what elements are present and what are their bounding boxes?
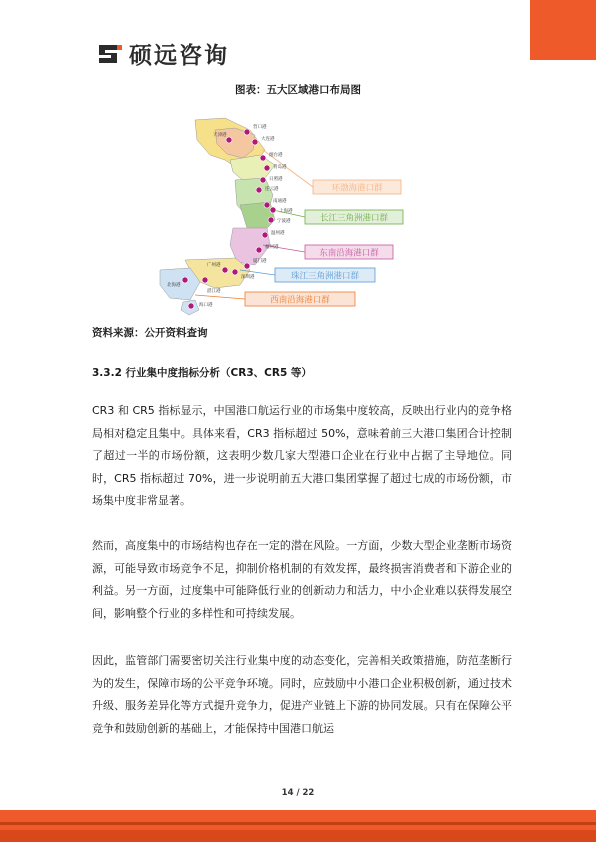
port-label: 连云港 bbox=[265, 187, 279, 192]
port-label: 广州港 bbox=[207, 263, 221, 268]
paragraph-1: CR3 和 CR5 指标显示，中国港口航运行业的市场集中度较高，反映出行业内的竞争格局相对稳定且集中。具体来看，CR3 指标超过 50%，意味着前三大港口集团合计控制了超过一半的市场份额，这表明少数几家大型港口企业在行业中占据了主导地位。同时，CR5 指标超过 70%，进一步说明前五大港口集团掌握了超过七成的市场份额，市场集中度非常显著。 bbox=[92, 404, 512, 507]
port-label: 北海港 bbox=[167, 283, 181, 288]
port-label: 营口港 bbox=[253, 125, 267, 130]
port-marker bbox=[256, 187, 262, 193]
section-heading: 3.3.2 行业集中度指标分析（CR3、CR5 等） bbox=[92, 367, 312, 379]
port-marker bbox=[244, 129, 250, 135]
port-label: 福州港 bbox=[265, 245, 279, 250]
port-marker bbox=[222, 267, 228, 273]
cluster-label: 东南沿海港口群 bbox=[319, 248, 379, 259]
cluster-label: 珠江三角洲港口群 bbox=[290, 271, 360, 282]
port-marker bbox=[188, 303, 194, 309]
cluster-label: 长江三角洲港口群 bbox=[319, 213, 389, 224]
port-label: 湛江港 bbox=[207, 289, 221, 294]
port-marker bbox=[202, 277, 208, 283]
port-marker bbox=[252, 139, 258, 145]
port-marker bbox=[260, 177, 266, 183]
figure-source: 资料来源：公开资料查询 bbox=[92, 327, 208, 339]
port-marker bbox=[256, 247, 262, 253]
port-marker bbox=[182, 277, 188, 283]
port-marker bbox=[264, 202, 270, 208]
port-marker bbox=[262, 232, 268, 238]
brand-logo-icon bbox=[97, 42, 123, 66]
port-label: 日照港 bbox=[269, 177, 283, 182]
port-marker bbox=[260, 155, 266, 161]
port-label: 深圳港 bbox=[241, 275, 255, 280]
port-label: 大连港 bbox=[261, 137, 275, 142]
port-label: 温州港 bbox=[271, 231, 285, 236]
brand-logo bbox=[97, 37, 229, 70]
port-label: 海口港 bbox=[199, 303, 213, 308]
paragraph-3: 因此，监管部门需要密切关注行业集中度的动态变化，完善相关政策措施，防范垄断行为的发生，保障市场的公平竞争环境。同时，应鼓励中小港口企业积极创新，通过技术升级、服务差异化等方式提升竞争力，促进产业链上下游的协同发展。只有在保障公平竞争和鼓励创新的基础上，才能保持中国港口航运 bbox=[92, 654, 512, 735]
port-marker bbox=[226, 137, 232, 143]
figure-title: 图表：五大区域港口布局图 bbox=[235, 84, 361, 96]
port-layout-map bbox=[155, 110, 405, 320]
cluster-label: 西南沿海港口群 bbox=[270, 295, 330, 306]
port-label: 宁波港 bbox=[277, 219, 291, 224]
footer-stripe bbox=[0, 822, 596, 825]
port-label: 厦门港 bbox=[253, 259, 267, 264]
footer-stripe-lower bbox=[0, 830, 596, 842]
port-label: 青岛港 bbox=[273, 165, 287, 170]
port-marker bbox=[264, 165, 270, 171]
port-marker bbox=[270, 207, 276, 213]
port-label: 烟台港 bbox=[269, 153, 283, 158]
header-accent-block bbox=[530, 0, 596, 60]
paragraph-2: 然而，高度集中的市场结构也存在一定的潜在风险。一方面，少数大型企业垄断市场资源，可能导致市场竞争不足，抑制价格机制的有效发挥，最终损害消费者和下游企业的利益。另一方面，过度集中可能降低行业的创新动力和活力，中小企业难以获得发展空间，影响整个行业的多样性和可持续发展。 bbox=[92, 539, 512, 620]
brand-name: 硕远咨询 bbox=[129, 43, 229, 69]
port-label: 南通港 bbox=[273, 199, 287, 204]
port-marker bbox=[232, 269, 238, 275]
port-label: 上海港 bbox=[279, 209, 293, 214]
port-marker bbox=[268, 217, 274, 223]
port-marker bbox=[244, 263, 250, 269]
cluster-label: 环渤海港口群 bbox=[331, 183, 383, 194]
map-graphic bbox=[155, 110, 405, 320]
page-number: 14 / 22 bbox=[281, 788, 315, 798]
port-label: 天津港 bbox=[213, 133, 227, 138]
